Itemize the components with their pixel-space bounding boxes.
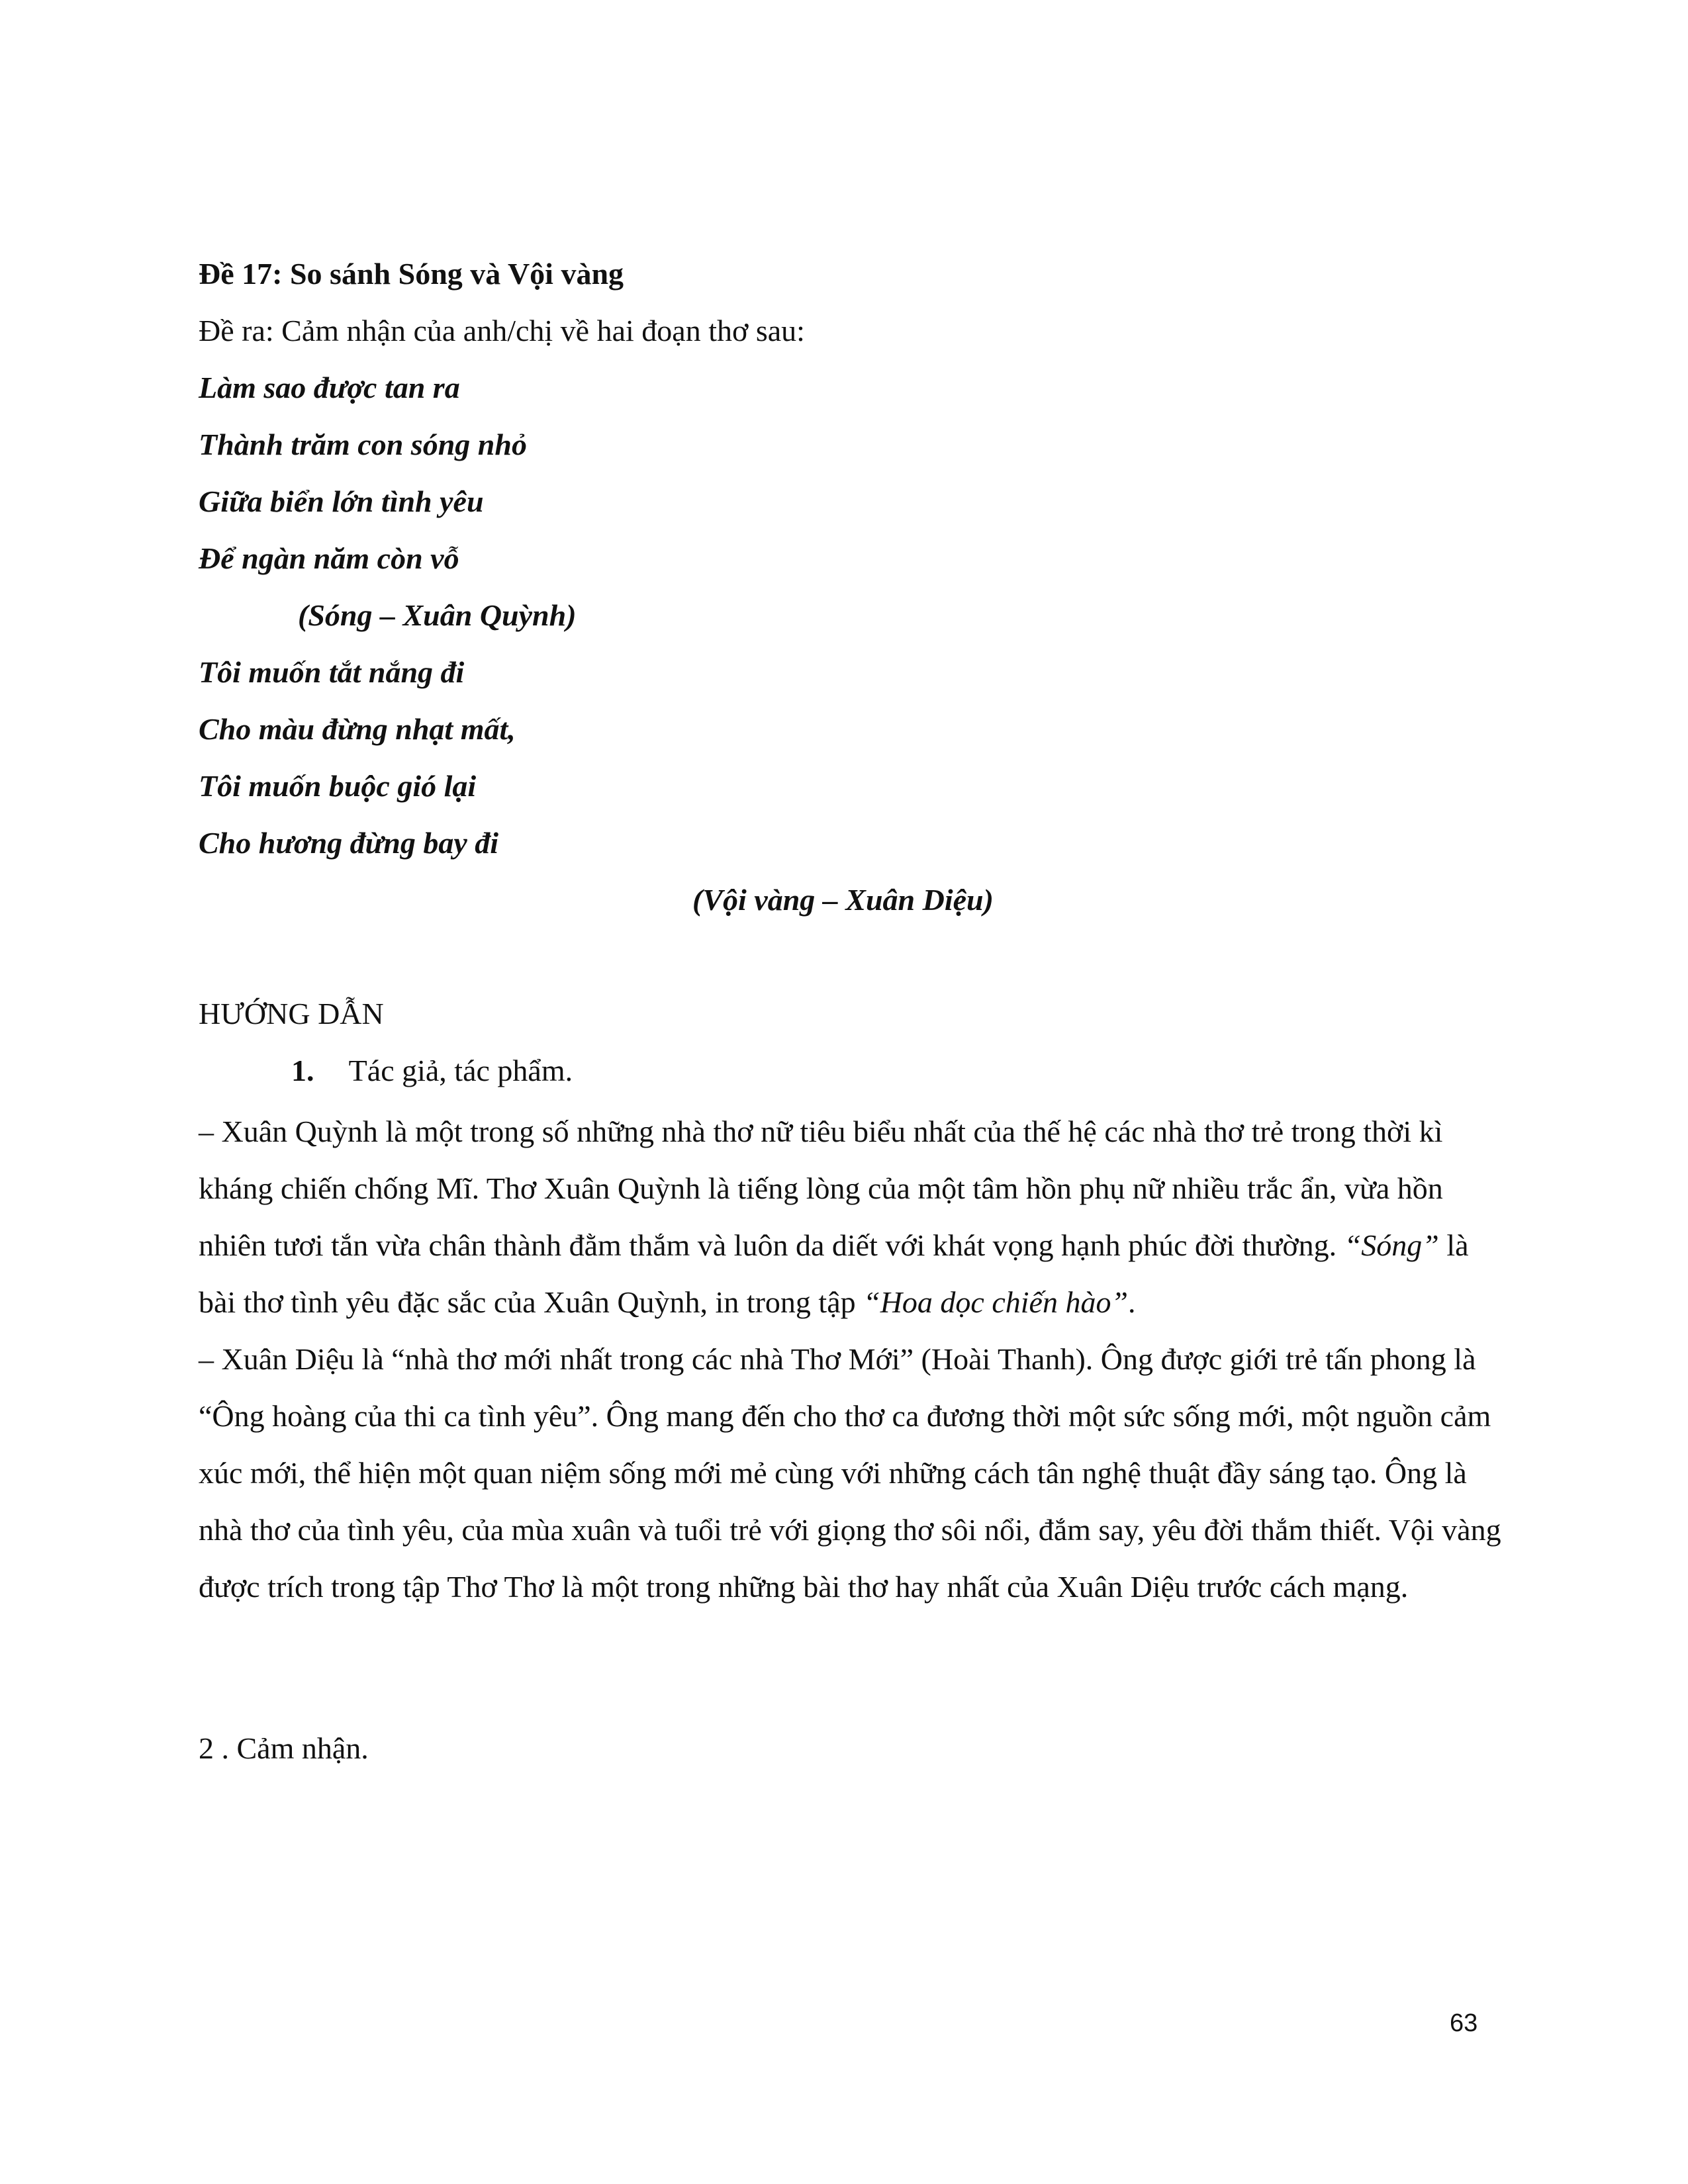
paragraph-text: là bài thơ tình yêu đặc sắc của Xuân Quỳnh, in trong tập xyxy=(199,1228,1469,1319)
poem-source: (Vội vàng – Xuân Diệu) xyxy=(692,883,994,917)
page-number: 63 xyxy=(1450,2009,1478,2037)
section-number: 1. xyxy=(291,1054,314,1087)
page-title: Đề 17: So sánh Sóng và Vội vàng xyxy=(199,257,624,291)
poem-line: Thành trăm con sóng nhỏ xyxy=(199,428,527,461)
section-1-heading xyxy=(291,1051,573,1091)
paragraph-xuan-dieu: – Xuân Diệu là “nhà thơ mới nhất trong các nhà Thơ Mới” (Hoài Thanh). Ông được giới trẻ tấn phong là “Ông hoàng của thi ca tình yêu”. Ông mang đến cho thơ ca đương thời một sức sống mới, một nguồn cảm xúc mới, thể hiện một quan niệm sống mới mẻ cùng với những cách tân nghệ thuật đầy sáng tạo. Ông là nhà thơ của tình yêu, của mùa xuân và tuổi trẻ với giọng thơ sôi nổi, đắm say, yêu đời thắm thiết. Vội vàng được trích trong tập Thơ Thơ là một trong những bài thơ hay nhất của Xuân Diệu trước cách mạng. xyxy=(199,1342,1501,1604)
guide-heading: HƯỚNG DẪN xyxy=(199,997,384,1030)
poem-line: Tôi muốn buộc gió lại xyxy=(199,769,477,803)
poem-line: Để ngàn năm còn vỗ xyxy=(199,541,459,575)
collection-title: “Hoa dọc chiến hào” xyxy=(863,1285,1129,1319)
work-title: “Sóng” xyxy=(1344,1228,1439,1262)
poem-line: Cho màu đừng nhạt mất, xyxy=(199,712,516,746)
poem-line: Làm sao được tan ra xyxy=(199,371,460,404)
paragraph-text: – Xuân Quỳnh là một trong số những nhà thơ nữ tiêu biểu nhất của thế hệ các nhà thơ trẻ trong thời kì kháng chiến chống Mĩ. Thơ Xuân Quỳnh là tiếng lòng của một tâm hồn phụ nữ nhiều trắc ẩn, vừa hồn nhiên tươi tắn vừa chân thành đằm thắm và luôn da diết với khát vọng hạnh phúc đời thường. xyxy=(199,1115,1443,1262)
paragraph-xuan-quynh xyxy=(199,1103,1509,1331)
paragraph-text: . xyxy=(1128,1285,1136,1319)
poem-line: Tôi muốn tắt nắng đi xyxy=(199,655,465,689)
poem-line: Giữa biển lớn tình yêu xyxy=(199,484,484,518)
poem-source: (Sóng – Xuân Quỳnh) xyxy=(298,598,577,632)
assignment-prompt: Đề ra: Cảm nhận của anh/chị về hai đoạn thơ sau: xyxy=(199,314,805,347)
section-2-heading: 2 . Cảm nhận. xyxy=(199,1731,369,1765)
section-title: Tác giả, tác phẩm. xyxy=(348,1054,573,1087)
poem-line: Cho hương đừng bay đi xyxy=(199,826,499,860)
